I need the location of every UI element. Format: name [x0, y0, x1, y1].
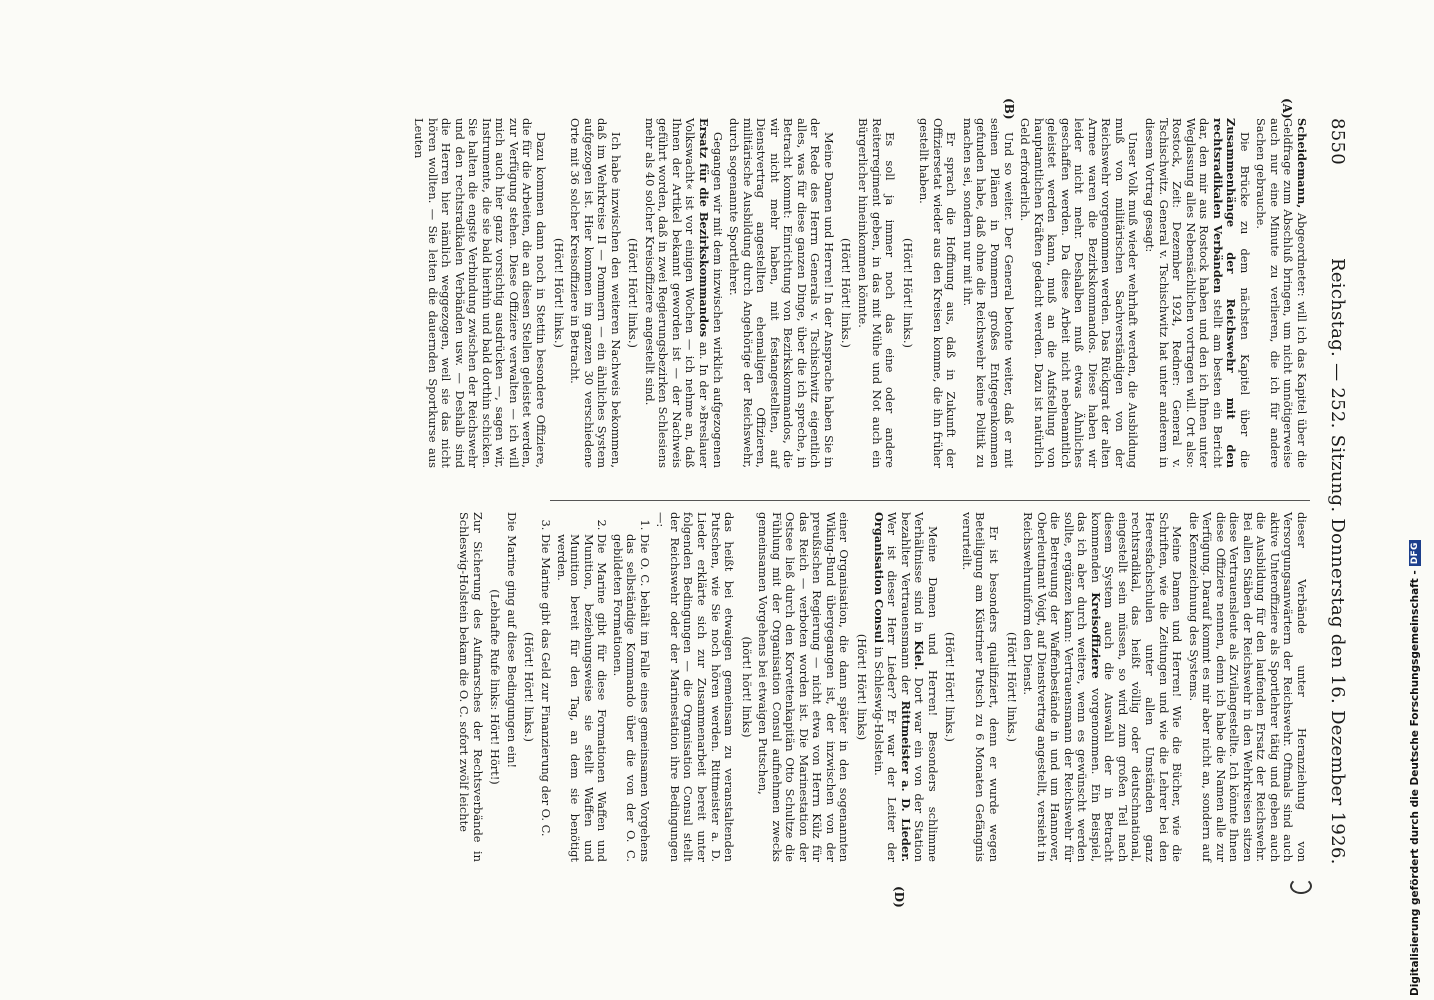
interjection: (Hört! Hört! links) — [855, 633, 870, 741]
page-number: 8550 — [1327, 118, 1348, 166]
interjection: (Hört! Hört! links.) — [626, 238, 641, 348]
emphasis: Kreisoffiziere — [1088, 592, 1103, 679]
speech-paragraph: das heißt bei etwaigen gemeinsam zu veranstaltenden Putschen, wie Sie noch hören werden. Rittmeister a. D. Lieder erklärte sich zur Zusammenarbeit bereit unter folgenden Bedingungen — die Organisation Consul stellt der Reichswehr oder der Marinestation ihre Bedingungen —: — [654, 512, 737, 862]
interjection: (Hört! Hört! links.) — [522, 632, 537, 742]
speaker-role: Abgeordneter: — [1295, 208, 1309, 297]
list-item: 2. Die Marine gibt für diese Formationen Waffen und Munition, beziehungsweise sie stellt Waffen und Munition bereit für den Tag, an dem sie benötigt werden. — [554, 534, 608, 862]
list-item: 1. Die O. C. behält im Falle eines gemeinsamen Vorgehens das selbständige Kommando über die von der O. C. gebildeten Formationen. — [610, 534, 651, 862]
speech-paragraph: Es soll ja immer noch das eine oder andere Reiterregiment geben, in das mit Mühe und Not auch ein Bürgerlicher hineinkommen könnte. — [856, 118, 898, 468]
speech-paragraph: Die Marine ging auf diese Bedingungen ein! — [504, 512, 519, 769]
interjection: (Hört! Hört! links.) — [900, 238, 915, 348]
emphasis: Rittmeister a. D. Lieder. — [898, 700, 913, 862]
page-header — [1318, 118, 1348, 878]
credit-text: Digitalisierung gefördert durch die Deutsche Forschungsgemeinschaft - — [1409, 570, 1421, 996]
dfg-logo: DFG — [1410, 542, 1420, 565]
digitization-credit — [1409, 540, 1421, 996]
speech-paragraph: Zur Sicherung des Aufmarsches der Rechtsverbände in Schleswig-Holstein bekam die O. C. sofort zwölf leichte — [457, 512, 485, 862]
interjection: (Lebhafte Rufe links: Hört! Hört!) — [488, 589, 503, 785]
speech-paragraph: Meine Damen und Herren! Wie die Bücher, wie die Schriften, wie die Zeitungen und wie die Lehrer bei den Heeresfachschulen unter allen Umständen ganz rechtsradikal, das heißt völlig oder deutschnational, eingestellt sein müssen, so wird zum großen Teil nach diesem System auch die Auswahl der in Betracht kommenden Kreisoffiziere vorgenommen. Ein Beispiel, das ich aber durch weitere, wenn es gewünscht werden sollte, ergänzen kann: Vertrauensmann der Reichswehr für die Betreuung der Waffenbestände in und um Hannover, Oberleutnant Voigt, auf Dienstvertrag angestellt, versieht in Reichswehruniform den Dienst. — [1021, 512, 1185, 862]
interjection: (Hört! Hört! links.) — [1004, 632, 1019, 742]
margin-marker-b: (B) — [1002, 98, 1016, 120]
speech-paragraph: Die Brücke zu dem nächsten Kapitel über die Zusammenhänge der Reichswehr mit den rechtsradikalen Verbänden stellt am besten ein Bericht dar, den mir aus Rostock haben und den ich Ihnen unter Weglassung alles Nebensächlichen vortragen will. Ort also: Rostock, Zeit: Dezember 1924, Redner: General v. Tschischwitz. General v. Tschischwitz hat unter anderem in diesem Vortrag gesagt: — [1142, 118, 1252, 468]
page-corner-mark — [1290, 878, 1312, 894]
speech-paragraph: Ich habe inzwischen den weiteren Nachweis bekommen, daß im Wehrkreise II — Pommern — ein ähnliches System aufgezogen ist. Hier kommen im ganzen 30 verschiedene Orte mit 36 solcher Kreisoffiziere in Betracht. — [568, 118, 623, 468]
speech-paragraph: Er ist besonders qualifiziert, denn er wurde wegen Beteiligung am Küstriner Putsch zu 6 Monaten Gefängnis verurteilt. — [959, 512, 1001, 862]
emphasis: Ersatz für die Bezirkskommandos — [697, 118, 712, 338]
speech-paragraph: Dazu kommen dann noch in Stettin besondere Offiziere, die für die Arbeiten, die an diesen Stellen geleistet werden, zur Verfügung stehen. Diese Offiziere verwalten — ich will mich auch hier ganz vorsichtig ausdrücken —, sagen wir, Instrumente, die sie bald hierhin und bald dorthin schicken. Sie halten die engste Verbindung zwischen der Reichswehr und den rechtsradikalen Verbänden usw. — Deshalb sind die Herren hier nämlich weggezogen, weil sie das nicht hören wollten. — Sie leiten die dauernden Sportkurse aus Leuten — [412, 118, 549, 468]
speech-paragraph: Scheidemann, Abgeordneter: will ich das Kapitel über die Geldfrage zum Abschluß bringen, um nicht unnötigerweise auch nur eine Minute zu verlieren, die ich für andere Sachen gebrauche. — [1254, 118, 1309, 468]
speech-paragraph: Gegangen wir mit dem inzwischen wirklich aufgezogenen Ersatz für die Bezirkskommandos an. In der »Breslauer Volkswacht« ist vor einigen Wochen — ich nehme an, daß Ihnen der Artikel bekannt geworden ist — der Nachweis geführt worden, daß in zwei Regierungsbezirken Schlesiens mehr als 40 solcher Kreisoffiziere angestellt sind. — [642, 118, 725, 468]
speech-paragraph: Und so weiter. Der General betonte weiter, daß er mit seinen Plänen in Pommern großes Entgegenkommen gefunden habe, daß ohne die Reichswehr keine Politik zu machen sei, sondern nur mit ihr. — [960, 118, 1016, 468]
running-head: Reichstag. — 252. Sitzung. Donnerstag den 16. Dezember 1926. — [1327, 258, 1348, 865]
speech-paragraph: Meine Damen und Herren! Besonders schlimme Verhältnisse sind in Kiel. Dort war ein von der Station bezahlter Vertrauensmann der Rittmeister a. D. Lieder. Wer ist dieser Herr Lieder? Er war der Leiter der Organisation Consul in Schleswig-Holstein. — [871, 512, 940, 862]
interjection: (hört! hört! links) — [739, 636, 754, 738]
emphasis: Kiel. — [912, 640, 927, 671]
margin-marker-a: (A) — [1280, 98, 1294, 119]
quoted-paragraph: Unser Volk muß wieder wehrhaft werden, die Ausbildung muß von militärischen Sachverständigen von der Reichswehr vorgenommen werden. Das Rückgrat der alten Armee waren die Bezirkskommandos. Diese haben wir leider nicht mehr. Deshalben muß etwas Ähnliches geschaffen werden. Da diese Arbeit nicht nebenamtlich geleistet werden kann, muß an die Aufstellung von hauptamtlichen Kräften gedacht werden. Dazu ist natürlich Geld erforderlich. — [1018, 118, 1141, 468]
left-column — [412, 118, 1309, 468]
speaker-name: Scheidemann, — [1295, 118, 1309, 209]
emphasis: Organisation Consul — [871, 512, 886, 644]
right-column — [457, 512, 1309, 862]
speech-paragraph: Er sprach die Hoffnung aus, daß in Zukunft der Offiziersetat wieder aus den Kreisen komme, die ihn früher gestellt haben. — [917, 118, 959, 468]
interjection: (Hört! Hört! links.) — [551, 238, 566, 348]
interjection: (Hört! Hört! links.) — [943, 632, 958, 742]
column-divider — [550, 500, 1310, 501]
conditions-list — [538, 512, 650, 862]
speech-paragraph: dieser Verbände unter Heranziehung von Versorgungsanwärtern der Reichswehr. Oftmals sind auch aktive Unteroffiziere als Sportlehrer tätig und geben auch die Ausbildung für den laufenden Ersatz der Reichswehr. Bei allen Stäben der Reichswehr in den Wehrkreisen sitzen diese Vertrauensleute als Zivilangestellte. Ich könnte Ihnen diese Offiziere nennen, denn ich habe die Namen alle zur Verfügung. Darauf kommt es mir aber nicht an, sondern auf die Kennzeichnung des Systems. — [1186, 512, 1309, 862]
speech-paragraph: Meine Damen und Herren! In der Ansprache haben Sie in der Rede des Herrn Generals v. Tschischwitz eigentlich alles, was für diese ganzen Dinge, über die ich spreche, in Betracht kommt: Einrichtung von Bezirkskommandos, die wir nicht mehr haben, mit festangestellten, auf Dienstvertrag angestellten ehemaligen Offizieren, militärische Ausbildung durch Angehörige der Reichswehr, durch sogenannte Sportlehrer. — [727, 118, 836, 468]
emphasis: Zusammenhänge der Reichswehr mit den rechtsradikalen Verbänden — [1210, 118, 1239, 468]
list-item: 3. Die Marine gibt das Geld zur Finanzierung der O. C. — [538, 534, 552, 862]
speech-paragraph: einer Organisation, die dann später in den sogenannten Wiking-Bund übergegangen ist, der inzwischen von der preußischen Regierung — nicht etwa von Herrn Külz für das Reich — verboten worden ist. Die Marinestation der Ostsee ließ durch den Korvettenkapitän Otto Schultze die Fühlung mit der Organisation Consul aufnehmen zwecks gemeinsamen Vorgehens bei etwaigen Putschen, — [756, 512, 852, 862]
interjection: (Hört! Hört! links.) — [839, 238, 854, 348]
margin-marker-d: (D) — [892, 886, 906, 908]
